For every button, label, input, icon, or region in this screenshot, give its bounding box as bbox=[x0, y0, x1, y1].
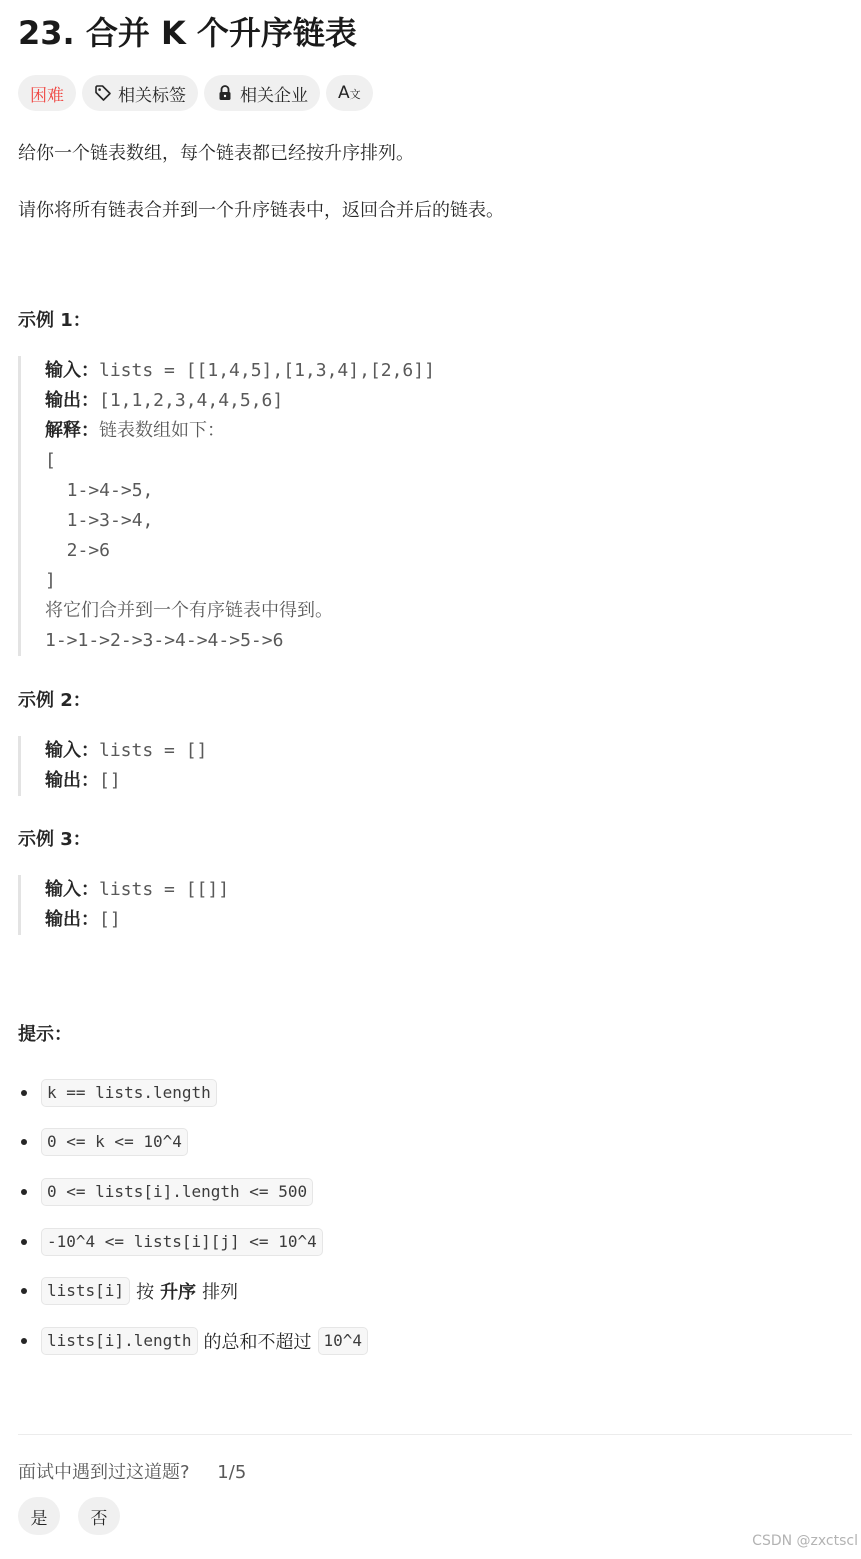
hint-item bbox=[18, 1316, 838, 1366]
related-tags-label: 相关标签 bbox=[118, 85, 186, 106]
example-3-title: 示例 3： bbox=[18, 829, 91, 850]
example-2-output: 输出：[] bbox=[45, 770, 121, 791]
hints-title: 提示： bbox=[18, 1024, 72, 1045]
hint-code: k == lists.length bbox=[41, 1079, 217, 1107]
hint-item bbox=[18, 1068, 838, 1118]
feedback-count: 1/5 bbox=[217, 1462, 247, 1483]
tag-row bbox=[18, 75, 373, 111]
example-1-line: 2->6 bbox=[45, 540, 111, 561]
hint-item bbox=[18, 1217, 838, 1267]
lock-icon bbox=[216, 84, 234, 102]
description-paragraph-2: 请你将所有链表合并到一个升序链表中，返回合并后的链表。 bbox=[18, 200, 504, 221]
hint-text: 排列 bbox=[202, 1282, 239, 1304]
no-button[interactable]: 否 bbox=[78, 1497, 120, 1535]
hint-text: 的总和不超过 bbox=[203, 1331, 312, 1353]
example-1-line: ] bbox=[45, 570, 56, 591]
interview-feedback-prompt bbox=[18, 1458, 246, 1484]
example-3-block bbox=[18, 875, 818, 935]
hint-item bbox=[18, 1167, 838, 1217]
hint-strong-text: 升序 bbox=[160, 1282, 197, 1304]
example-1-merged-text: 将它们合并到一个有序链表中得到。 bbox=[45, 600, 333, 621]
feedback-buttons bbox=[18, 1497, 120, 1535]
bullet-icon bbox=[21, 1338, 27, 1344]
example-3-input: 输入：lists = [[]] bbox=[45, 879, 230, 900]
watermark: CSDN @zxctscl bbox=[752, 1533, 858, 1549]
tag-icon bbox=[94, 84, 112, 102]
example-1-line: 1->4->5, bbox=[45, 480, 154, 501]
related-companies-label: 相关企业 bbox=[240, 85, 308, 106]
feedback-question: 面试中遇到过这道题? bbox=[18, 1462, 190, 1483]
example-1-line: [ bbox=[45, 450, 56, 471]
example-1-explanation: 解释：链表数组如下： bbox=[45, 420, 225, 441]
hints-list bbox=[18, 1068, 838, 1366]
description-paragraph-1: 给你一个链表数组，每个链表都已经按升序排列。 bbox=[18, 143, 414, 164]
bullet-icon bbox=[21, 1288, 27, 1294]
translate-button[interactable] bbox=[326, 75, 373, 111]
hint-item bbox=[18, 1266, 838, 1316]
example-1-title: 示例 1： bbox=[18, 310, 91, 331]
yes-button[interactable]: 是 bbox=[18, 1497, 60, 1535]
difficulty-badge[interactable]: 困难 bbox=[18, 75, 76, 111]
related-companies-button[interactable] bbox=[204, 75, 320, 111]
example-1-input: 输入：lists = [[1,4,5],[1,3,4],[2,6]] bbox=[45, 360, 435, 381]
hint-text: 按 bbox=[136, 1282, 155, 1304]
hint-code: 10^4 bbox=[318, 1327, 369, 1355]
bullet-icon bbox=[21, 1239, 27, 1245]
example-2-input: 输入：lists = [] bbox=[45, 740, 208, 761]
hint-code: 0 <= lists[i].length <= 500 bbox=[41, 1178, 313, 1206]
related-tags-button[interactable] bbox=[82, 75, 198, 111]
bullet-icon bbox=[21, 1139, 27, 1145]
example-1-line: 1->3->4, bbox=[45, 510, 154, 531]
example-1-merged-result: 1->1->2->3->4->4->5->6 bbox=[45, 630, 284, 651]
bullet-icon bbox=[21, 1189, 27, 1195]
example-2-block bbox=[18, 736, 818, 796]
example-2-title: 示例 2： bbox=[18, 690, 91, 711]
problem-title: 23. 合并 K 个升序链表 bbox=[18, 14, 357, 52]
hint-item bbox=[18, 1118, 838, 1168]
example-1-block bbox=[18, 356, 818, 656]
translate-icon: A文 bbox=[338, 83, 361, 103]
example-1-output: 输出：[1,1,2,3,4,4,5,6] bbox=[45, 390, 284, 411]
hint-code: -10^4 <= lists[i][j] <= 10^4 bbox=[41, 1228, 323, 1256]
hint-code: lists[i].length bbox=[41, 1327, 198, 1355]
example-3-output: 输出：[] bbox=[45, 909, 121, 930]
divider bbox=[18, 1434, 852, 1435]
bullet-icon bbox=[21, 1090, 27, 1096]
hint-code: 0 <= k <= 10^4 bbox=[41, 1128, 188, 1156]
hint-code: lists[i] bbox=[41, 1277, 130, 1305]
